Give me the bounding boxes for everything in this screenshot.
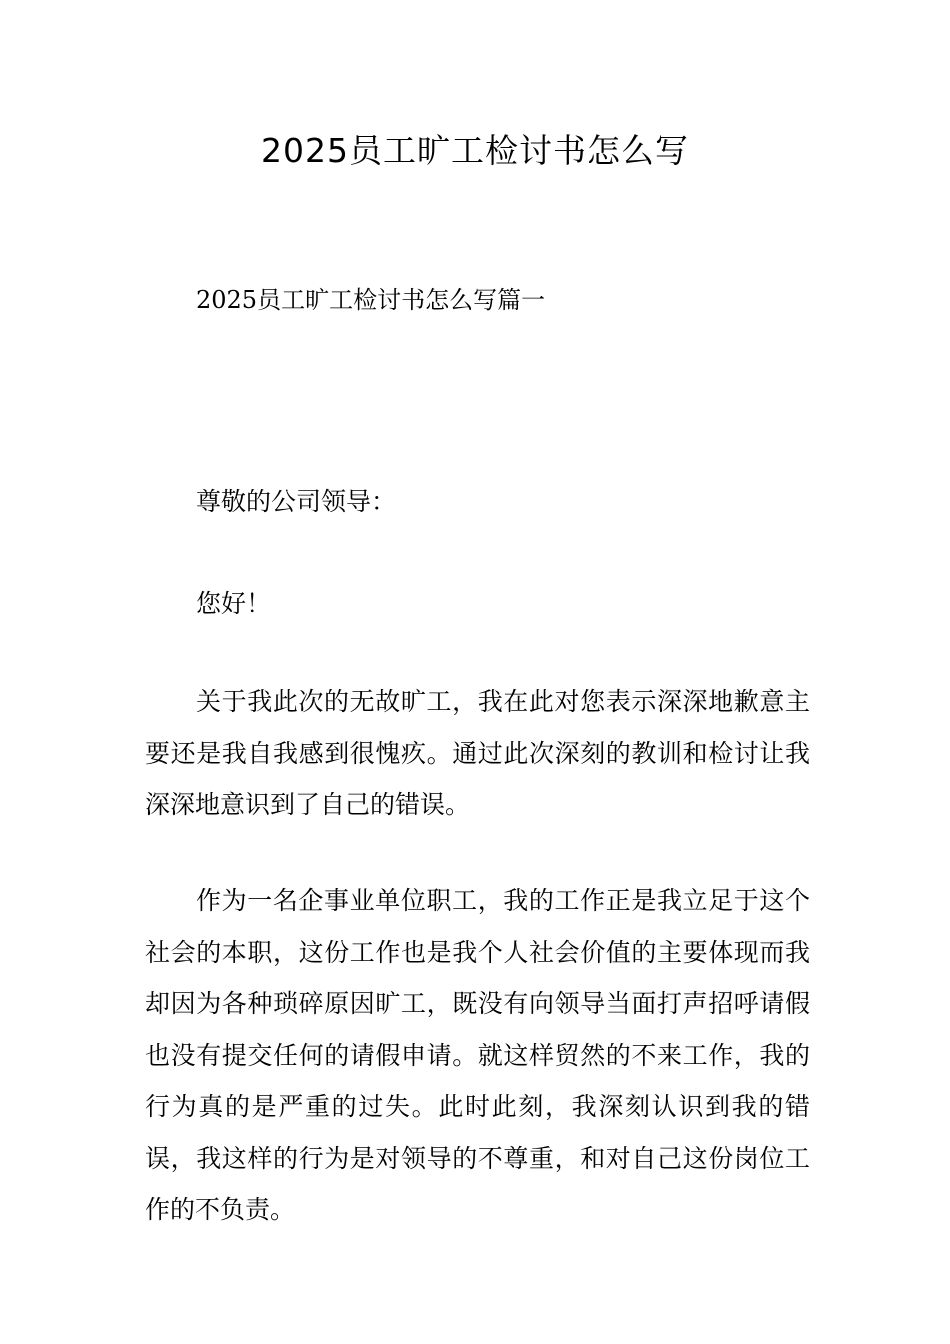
salutation: 尊敬的公司领导：: [196, 487, 397, 516]
body-paragraph: 作为一名企事业单位职工，我的工作正是我立足于这个社会的本职，这份工作也是我个人社会价值的主要体现而我却因为各种琐碎原因旷工，既没有向领导当面打声招呼请假也没有提交任何的请假申请。就这样贸然的不来工作，我的行为真的是严重的过失。此时此刻，我深刻认识到我的错误，我这样的行为是对领导的不尊重，和对自己这份岗位工作的不负责。: [145, 886, 810, 1224]
body-paragraph: 关于我此次的无故旷工，我在此对您表示深深地歉意主要还是我自我感到很愧疚。通过此次深刻的教训和检讨让我深深地意识到了自己的错误。: [145, 687, 810, 819]
section-heading: 2025员工旷工检讨书怎么写篇一: [196, 286, 546, 314]
document-title: 2025员工旷工检讨书怎么写: [261, 131, 689, 170]
greeting: 您好！: [196, 589, 272, 618]
